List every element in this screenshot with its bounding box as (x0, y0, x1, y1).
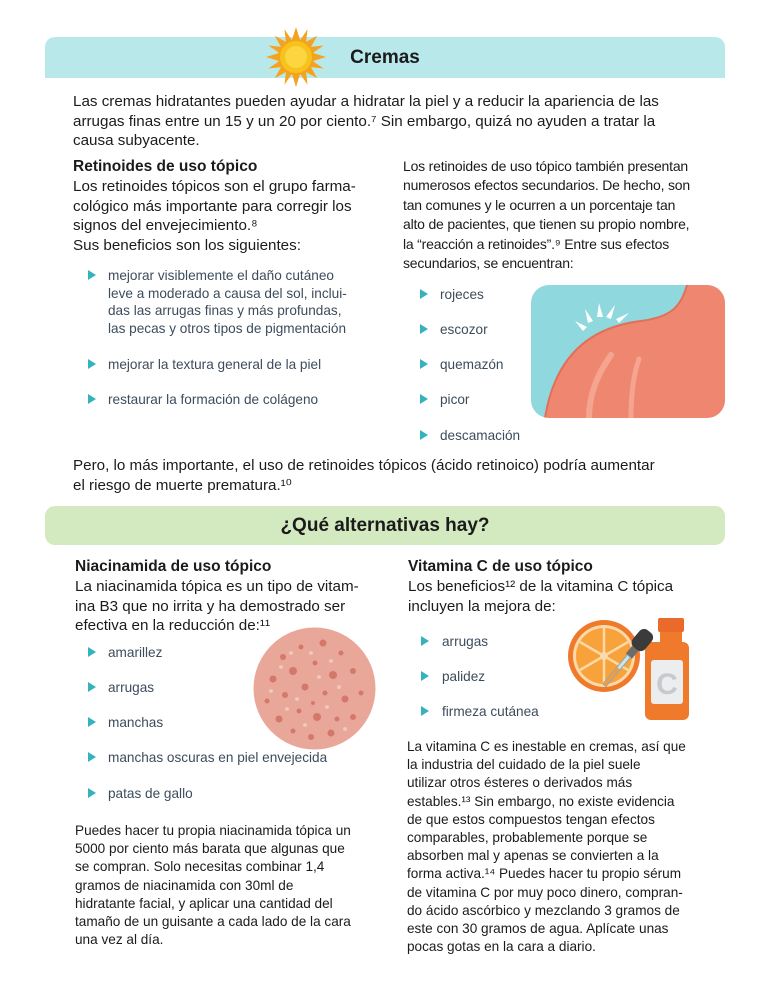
sun-icon (265, 26, 327, 88)
bullet-triangle-icon (420, 289, 428, 299)
list-item: amarillez (108, 645, 163, 660)
list-item: manchas (108, 715, 164, 730)
list-item: palidez (442, 669, 486, 684)
list-item: restaurar la formación de colágeno (108, 392, 319, 407)
bullet-triangle-icon (88, 788, 96, 798)
list-item: manchas oscuras en piel envejecida (108, 750, 328, 765)
list-item: patas de gallo (108, 786, 193, 801)
list-item: rojeces (440, 287, 484, 302)
bullet-triangle-icon (88, 394, 96, 404)
list-item: descamación (440, 428, 521, 443)
bullet-triangle-icon (88, 717, 96, 727)
bullet-triangle-icon (421, 671, 429, 681)
list-item: arrugas (442, 634, 489, 649)
list-item: mejorar la textura general de la piel (108, 357, 322, 372)
section-banner-cremas (45, 37, 725, 78)
bullet-triangle-icon (88, 270, 96, 280)
section-title-alternativas: ¿Qué alternativas hay? (280, 515, 490, 536)
list-item: firmeza cutánea (442, 704, 539, 719)
niacinamida-body: La niacinamida tópica es un tipo de vitam- ina B3 que no irrita y ha demostrado ser efectiva en la reducción de:¹¹ (75, 578, 359, 634)
list-item: mejorar visiblemente el daño cutáneo leve a moderado a causa del sol, inclui- das las arrugas finas y más profundas, las pecas y otros tipos de pigmentación (108, 268, 347, 336)
list-item: picor (440, 392, 470, 407)
retinoides-side-intro: Los retinoides de uso tópico también presentan numerosos efectos secundarios. De hecho, son tan comunes y le ocurren a un porcentaje tan alto de pacientes, que tienen su propio nombre, la “reacción a retinoides”.⁹ Entre sus efectos secundarios, se encuentran: (403, 158, 690, 272)
irritated-skin-illustration (531, 285, 725, 418)
retinoides-body: Los retinoides tópicos son el grupo farma- cológico más importante para corregir los signos del envejecimiento.⁸ Sus beneficios son los siguientes: (73, 178, 356, 254)
bullet-triangle-icon (421, 636, 429, 646)
cremas-intro: Las cremas hidratantes pueden ayudar a hidratar la piel y a reducir la apariencia de las arrugas finas entre un 15 y un 20 por ciento.⁷ Sin embargo, quizá no ayuden a tratar la causa subyacente. (73, 93, 659, 149)
section-title-cremas: Cremas (350, 47, 420, 68)
vitamin-c-serum-illustration (560, 612, 700, 724)
retinoides-heading: Retinoides de uso tópico (73, 158, 258, 175)
bullet-triangle-icon (421, 706, 429, 716)
niacinamida-heading: Niacinamida de uso tópico (75, 558, 272, 575)
list-item: arrugas (108, 680, 155, 695)
bottle-label-letter: C (656, 668, 678, 701)
bullet-triangle-icon (88, 752, 96, 762)
bullet-triangle-icon (88, 647, 96, 657)
bullet-triangle-icon (420, 430, 428, 440)
bullet-triangle-icon (420, 359, 428, 369)
bullet-triangle-icon (420, 324, 428, 334)
bullet-triangle-icon (420, 394, 428, 404)
niacinamida-diy: Puedes hacer tu propia niacinamida tópica un 5000 por ciento más barata que algunas que se compran. Solo necesitas combinar 1,4 gramos de niacinamida con 30ml de hidratante facial, y aplicar una cantidad del tamaño de un guisante a cada lado de la cara una vez al día. (75, 823, 351, 948)
list-item: quemazón (440, 357, 504, 372)
list-item: escozor (440, 322, 488, 337)
retinoides-warning: Pero, lo más importante, el uso de retinoides tópicos (ácido retinoico) podría aumentar el riesgo de muerte prematura.¹⁰ (73, 457, 655, 494)
bullet-triangle-icon (88, 359, 96, 369)
bullet-triangle-icon (88, 682, 96, 692)
skin-texture-illustration (253, 627, 376, 750)
vitamina-c-body: Los beneficios¹² de la vitamina C tópica incluyen la mejora de: (408, 578, 674, 615)
section-banner-alternativas (45, 506, 725, 545)
vitamina-c-stability: La vitamina C es inestable en cremas, así que la industria del cuidado de la piel suele utilizar otros ésteres o derivados más estables.¹³ Sin embargo, no existe evidencia de que estos compuestos tengan efectos comparables, probablemente porque se absorben mal y apenas se convierten a la forma activa.¹⁴ Puedes hacer tu propio sérum de vitamina C por muy poco dinero, compran- do ácido ascórbico y mezclando 3 gramos de este con 30 gramos de agua. Aplícate unas pocas gotas en la cara a diario. (407, 739, 686, 955)
vitamina-c-heading: Vitamina C de uso tópico (408, 558, 593, 575)
